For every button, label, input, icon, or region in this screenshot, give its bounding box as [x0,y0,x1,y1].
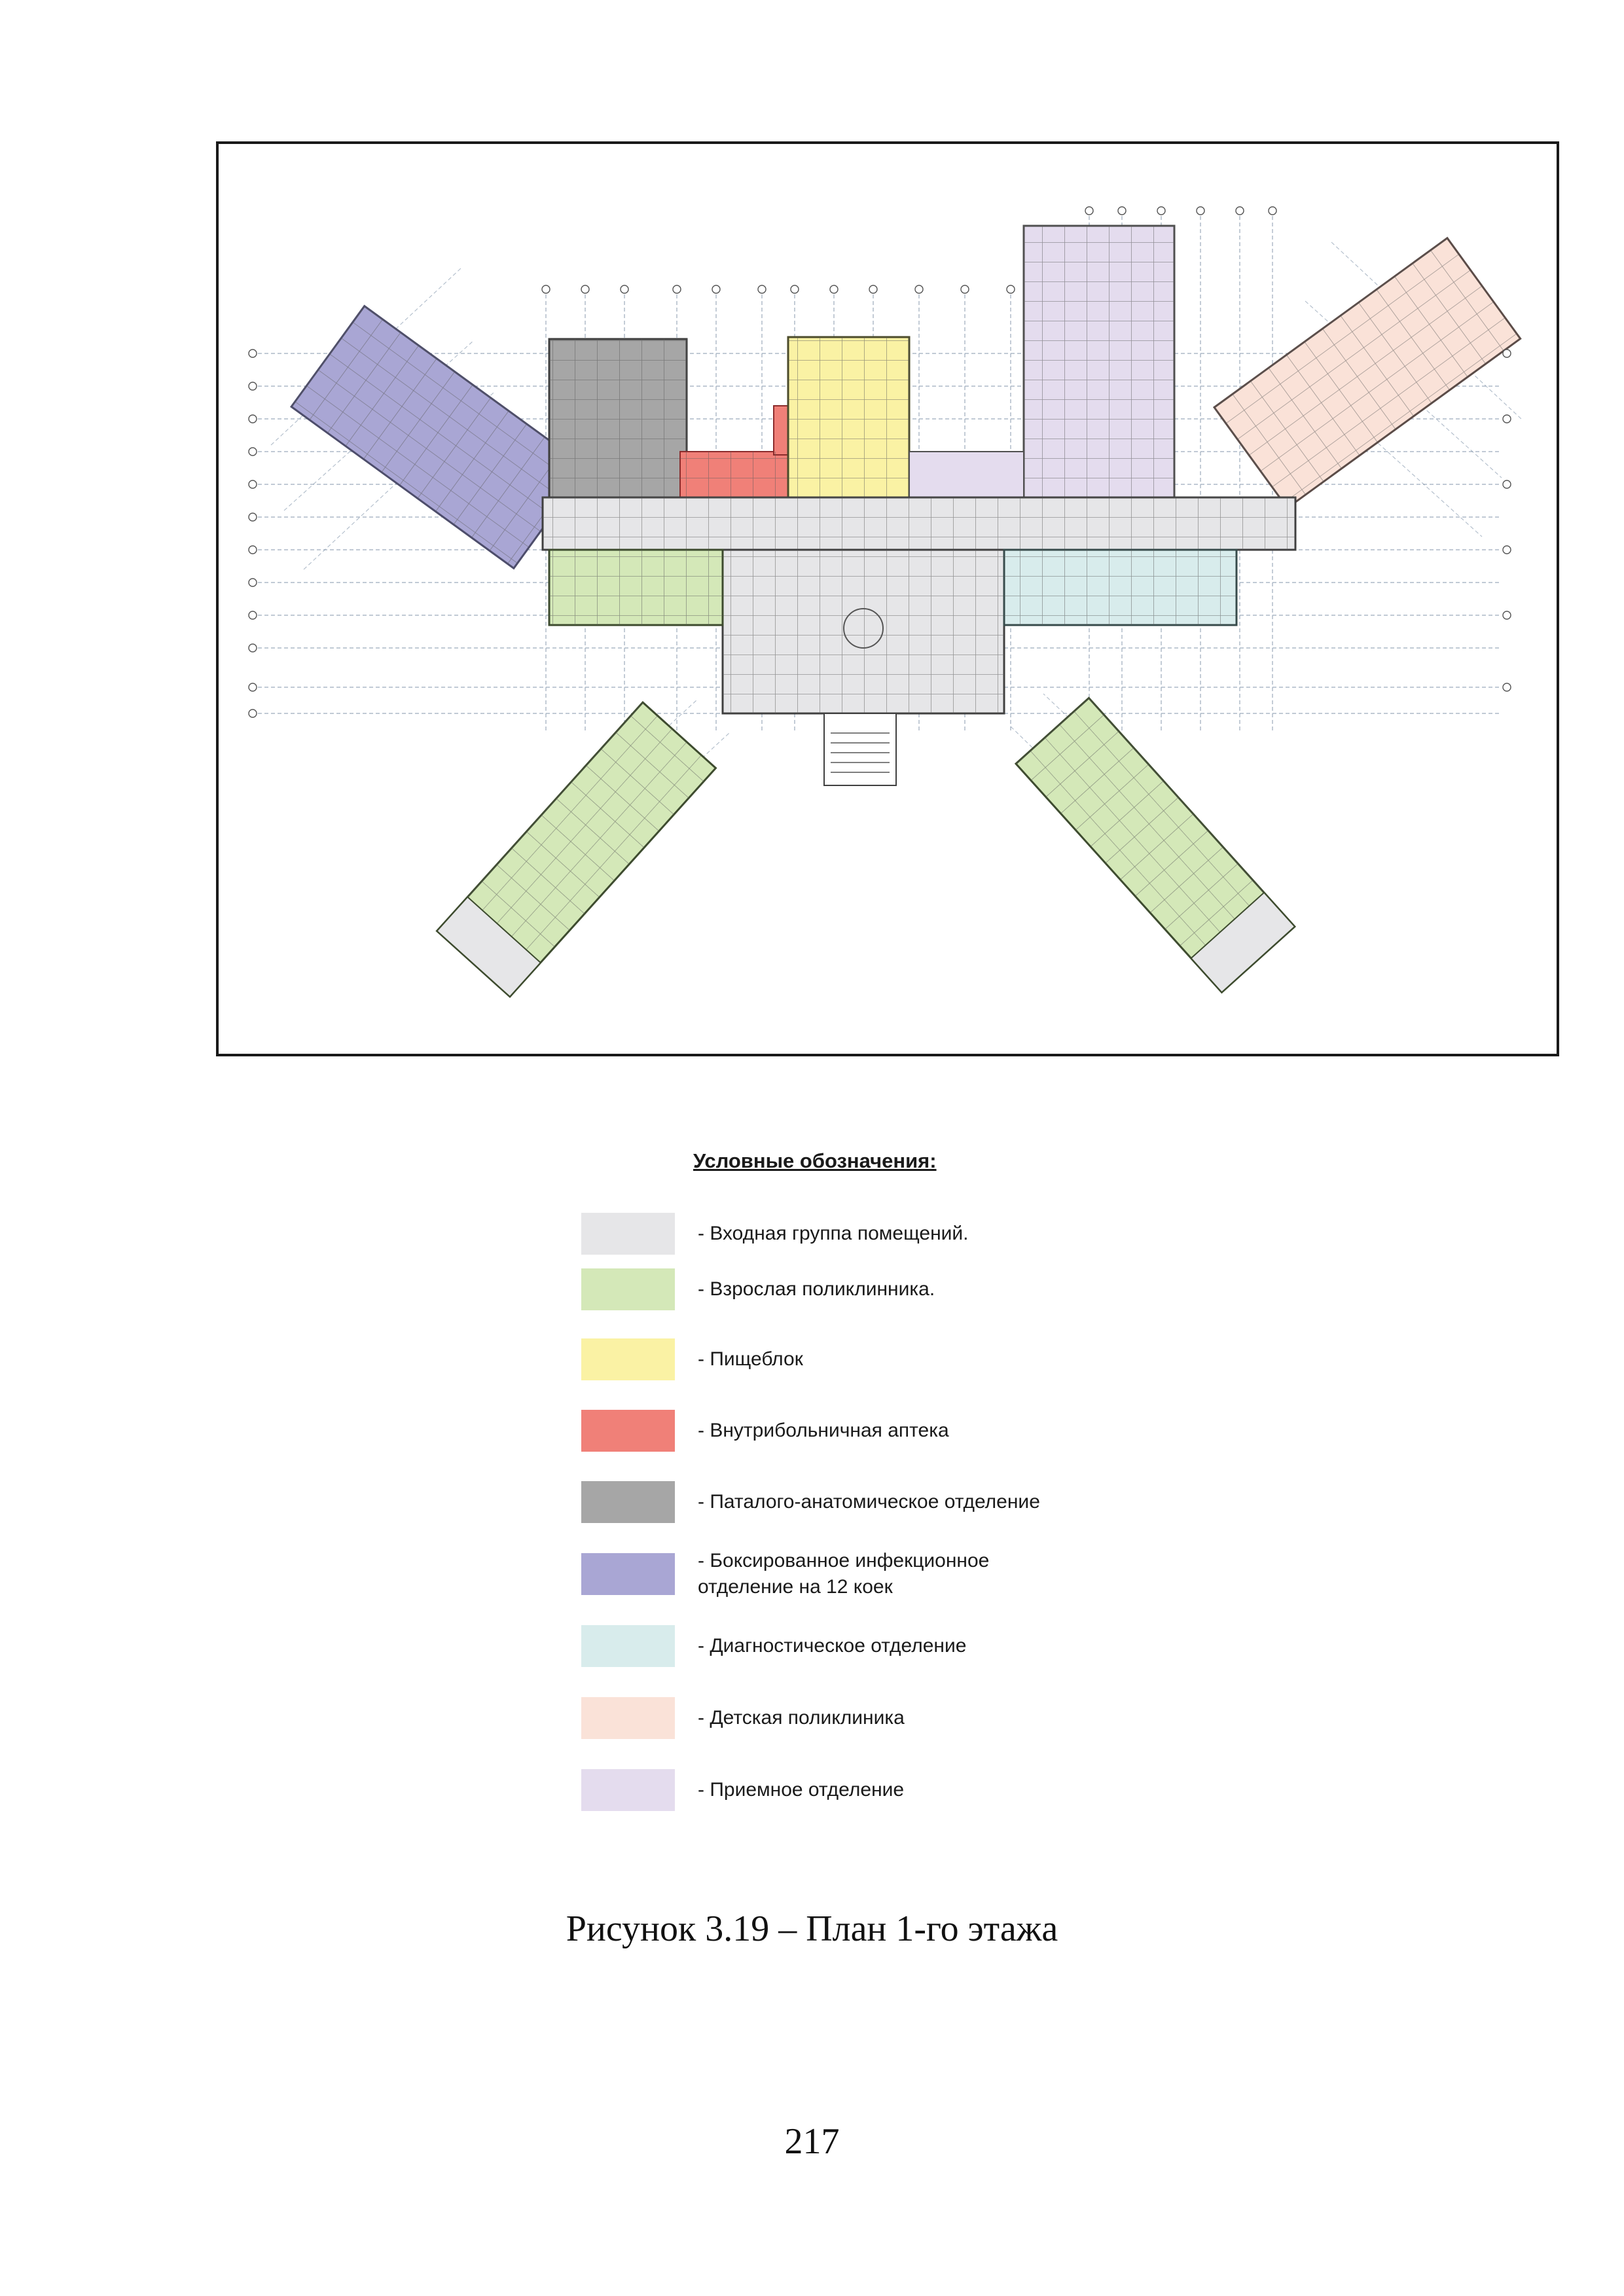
legend-label: - Входная группа помещений. [698,1223,969,1244]
legend-item [581,1266,935,1312]
legend-title: Условные обозначения: [693,1149,937,1172]
legend-label: - Диагностическое отделение [698,1635,967,1657]
floor-plan-frame [216,141,1559,1056]
legend-label: - Пищеблок [698,1348,803,1370]
legend-swatch [581,1481,675,1523]
legend-label: - Взрослая поликлинника. [698,1278,935,1300]
legend-item [581,1767,904,1813]
wing-adult-left [437,702,715,997]
legend-item [581,1336,803,1382]
floor-plan-drawing [219,144,1557,1054]
figure-caption: Рисунок 3.19 – План 1-го этажа [566,1909,1058,1949]
legend-item [581,1408,949,1454]
legend-label: - Паталого-анатомическое отделение [698,1491,1040,1513]
page-number: 217 [784,2121,840,2162]
legend-swatch [581,1338,675,1380]
legend-swatch [581,1410,675,1452]
legend-label: - Внутрибольничная аптека [698,1420,949,1441]
legend-label: - Боксированное инфекционное отделение на 12 коек [698,1550,990,1598]
legend-swatch [581,1625,675,1667]
legend-swatch [581,1553,675,1595]
legend-swatch [581,1769,675,1811]
legend-item [581,1211,969,1257]
wing-children [1214,238,1521,508]
legend-swatch [581,1213,675,1255]
legend-item [581,1695,905,1741]
legend-item [581,1623,966,1669]
legend-label: - Приемное отделение [698,1779,905,1801]
legend-swatch [581,1268,675,1310]
legend-swatch [581,1697,675,1739]
legend-item [581,1479,1040,1525]
legend-item [581,1545,1064,1603]
legend-label: - Детская поликлиника [698,1707,905,1729]
wing-adult-right [1016,698,1295,992]
